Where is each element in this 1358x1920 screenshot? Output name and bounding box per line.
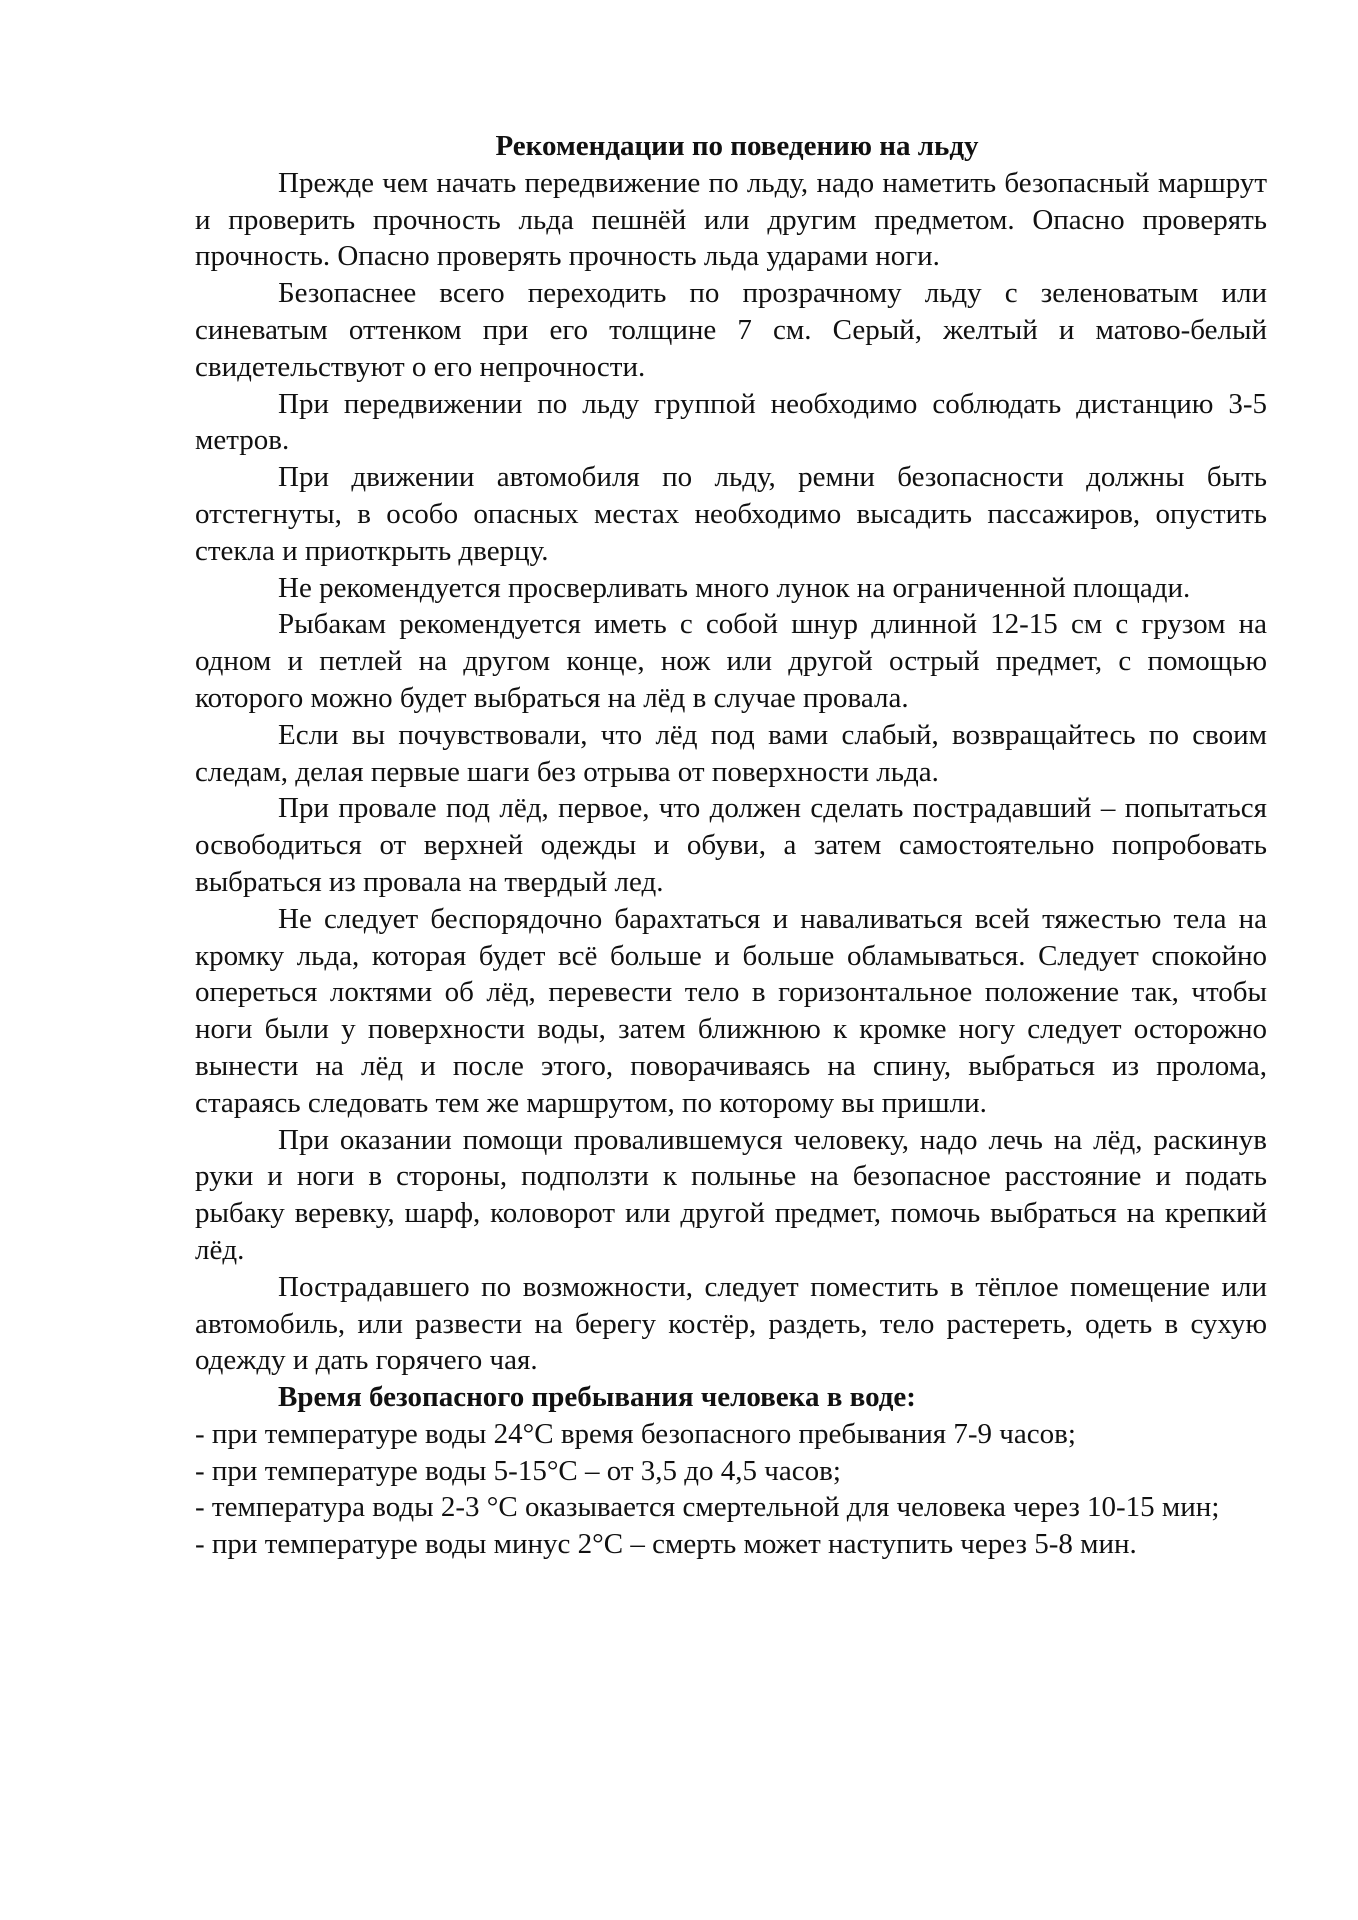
paragraph: При движении автомобиля по льду, ремни безопасности должны быть отстегнуты, в особо опасных местах необходимо высадить пассажиров, опустить стекла и приоткрыть дверцу. — [195, 461, 1267, 567]
paragraph: Прежде чем начать передвижение по льду, надо наметить безопасный маршрут и проверить прочность льда пешнёй или другим предметом. Опасно проверять прочность. Опасно проверять прочность льда ударами ноги. — [195, 166, 1267, 273]
document-title: Рекомендации по поведению на льду — [495, 130, 979, 162]
section-subheading: Время безопасного пребывания человека в воде: — [278, 1381, 916, 1414]
list-item: - температура воды 2-3 °С оказывается смертельной для человека через 10-15 мин; — [195, 1491, 1220, 1524]
paragraph: Не рекомендуется просверливать много лунок на ограниченной площади. — [278, 571, 1191, 604]
paragraph: При передвижении по льду группой необходимо соблюдать дистанцию 3-5 метров. — [195, 387, 1267, 457]
paragraph: Безопаснее всего переходить по прозрачному льду с зеленоватым или синеватым оттенком при его толщине 7 см. Серый, желтый и матово-белый свидетельствуют о его непрочности. — [195, 277, 1267, 383]
paragraph: При провале под лёд, первое, что должен сделать пострадавший – попытаться освободиться от верхней одежды и обуви, а затем самостоятельно попробовать выбраться из провала на твердый лед. — [195, 792, 1267, 898]
paragraph: При оказании помощи провалившемуся человеку, надо лечь на лёд, раскинув руки и ноги в стороны, подползти к полынье на безопасное расстояние и подать рыбаку веревку, шарф, коловорот или другой предмет, помочь выбраться на крепкий лёд. — [195, 1123, 1267, 1266]
water-time-list — [195, 1416, 1267, 1563]
paragraph: Пострадавшего по возможности, следует поместить в тёплое помещение или автомобиль, или развести на берегу костёр, раздеть, тело растереть, одеть в сухую одежду и дать горячего чая. — [195, 1270, 1267, 1377]
paragraph: Рыбакам рекомендуется иметь с собой шнур длинной 12-15 см с грузом на одном и петлей на другом конце, нож или другой острый предмет, с помощью которого можно будет выбраться на лёд в случае провала. — [195, 608, 1267, 714]
list-item: - при температуре воды 5-15°С – от 3,5 до 4,5 часов; — [195, 1454, 841, 1487]
list-item: - при температуре воды минус 2°С – смерть может наступить через 5-8 мин. — [195, 1528, 1137, 1561]
list-item: - при температуре воды 24°С время безопасного пребывания 7-9 часов; — [195, 1417, 1076, 1450]
paragraph: Не следует беспорядочно барахтаться и наваливаться всей тяжестью тела на кромку льда, которая будет всё больше и больше обламываться. Следует спокойно опереться локтями об лёд, перевести тело в горизонтальное положение так, чтобы ноги были у поверхности воды, затем ближнюю к кромке ногу следует осторожно вынести на лёд и после этого, поворачиваясь на спину, выбраться из пролома, стараясь следовать тем же маршрутом, по которому вы пришли. — [195, 902, 1267, 1119]
paragraph: Если вы почувствовали, что лёд под вами слабый, возвращайтесь по своим следам, делая первые шаги без отрыва от поверхности льда. — [195, 718, 1267, 788]
document-body — [195, 128, 1267, 1563]
